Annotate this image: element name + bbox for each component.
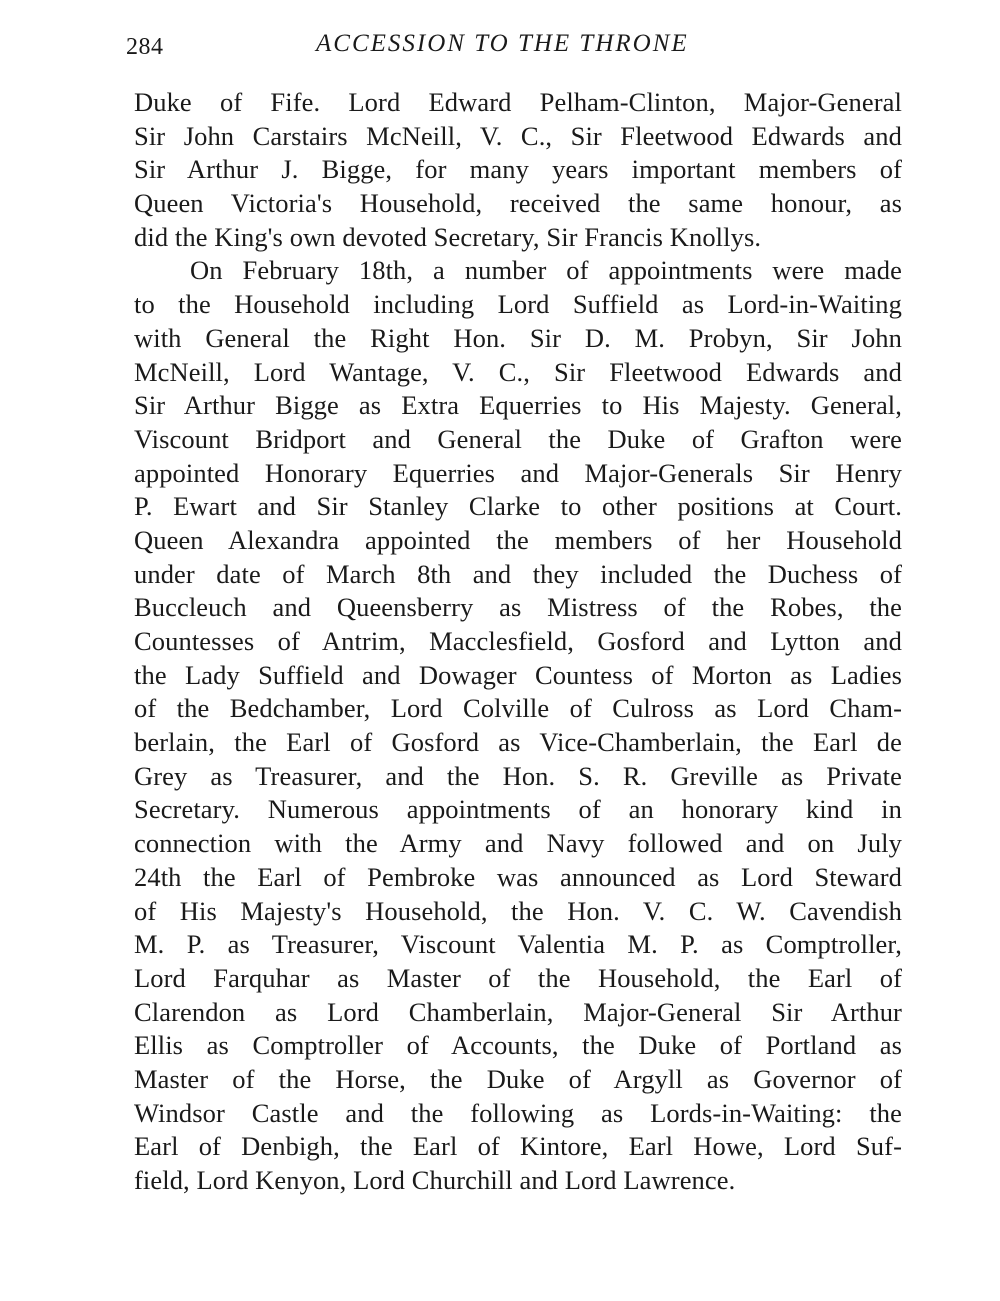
text-line: On February 18th, a number of appointments were made [190,255,902,286]
text-line: Duke of Fife. Lord Edward Pelham-Clinton, Major-General [134,87,902,117]
text-line: Ellis as Comptroller of Accounts, the Duke of Portland as [134,1030,902,1061]
text-line: appointed Honorary Equerries and Major-Generals Sir Henry [134,457,902,488]
text-line: Earl of Denbigh, the Earl of Kintore, Earl Howe, Lord Suf- [134,1131,902,1162]
text-line: berlain, the Earl of Gosford as Vice-Chamberlain, the Earl de [134,727,902,758]
text-line: Countesses of Antrim, Macclesfield, Gosford and Lytton and [134,626,902,656]
body-text [134,86,902,1198]
text-line: Queen Alexandra appointed the members of her Household [134,524,902,555]
text-line: did the King's own devoted Secretary, Sir Francis Knollys. [134,221,762,252]
text-line: 24th the Earl of Pembroke was announced as Lord Steward [134,861,902,892]
text-line: Queen Victoria's Household, received the same honour, as [134,188,902,219]
text-line: Sir Arthur J. Bigge, for many years important members of [134,154,902,185]
text-line: M. P. as Treasurer, Viscount Valentia M. P. as Comptroller, [134,929,902,960]
text-line: of the Bedchamber, Lord Colville of Culross as Lord Cham- [134,693,902,724]
text-line: Sir Arthur Bigge as Extra Equerries to His Majesty. General, [134,390,902,421]
text-line: Sir John Carstairs McNeill, V. C., Sir Fleetwood Edwards and [134,120,902,151]
text-line: Secretary. Numerous appointments of an honorary kind in [134,794,902,825]
text-line: to the Household including Lord Suffield as Lord-in-Waiting [134,289,902,320]
text-line: Windsor Castle and the following as Lords-in-Waiting: the [134,1097,902,1128]
text-line: of His Majesty's Household, the Hon. V. C. W. Cavendish [134,895,902,926]
text-line: Clarendon as Lord Chamberlain, Major-General Sir Arthur [134,996,902,1027]
page-number: 284 [126,34,164,60]
text-line: Viscount Bridport and General the Duke of Grafton were [134,423,902,454]
text-line: the Lady Suffield and Dowager Countess of Morton as Ladies [134,659,902,690]
text-line: with General the Right Hon. Sir D. M. Probyn, Sir John [134,322,902,353]
text-line: Grey as Treasurer, and the Hon. S. R. Greville as Private [134,760,902,791]
text-line: McNeill, Lord Wantage, V. C., Sir Fleetwood Edwards and [134,356,902,387]
text-line: field, Lord Kenyon, Lord Churchill and Lord Lawrence. [134,1165,736,1195]
text-line: Master of the Horse, the Duke of Argyll as Governor of [134,1063,902,1094]
page-header [126,30,906,64]
running-title: ACCESSION TO THE THRONE [316,30,689,57]
text-line: P. Ewart and Sir Stanley Clarke to other positions at Court. [134,491,902,522]
text-line: connection with the Army and Navy followed and on July [134,828,902,859]
text-line: Buccleuch and Queensberry as Mistress of the Robes, the [134,592,902,623]
text-line: under date of March 8th and they included the Duchess of [134,558,902,589]
text-line: Lord Farquhar as Master of the Household, the Earl of [134,962,902,993]
